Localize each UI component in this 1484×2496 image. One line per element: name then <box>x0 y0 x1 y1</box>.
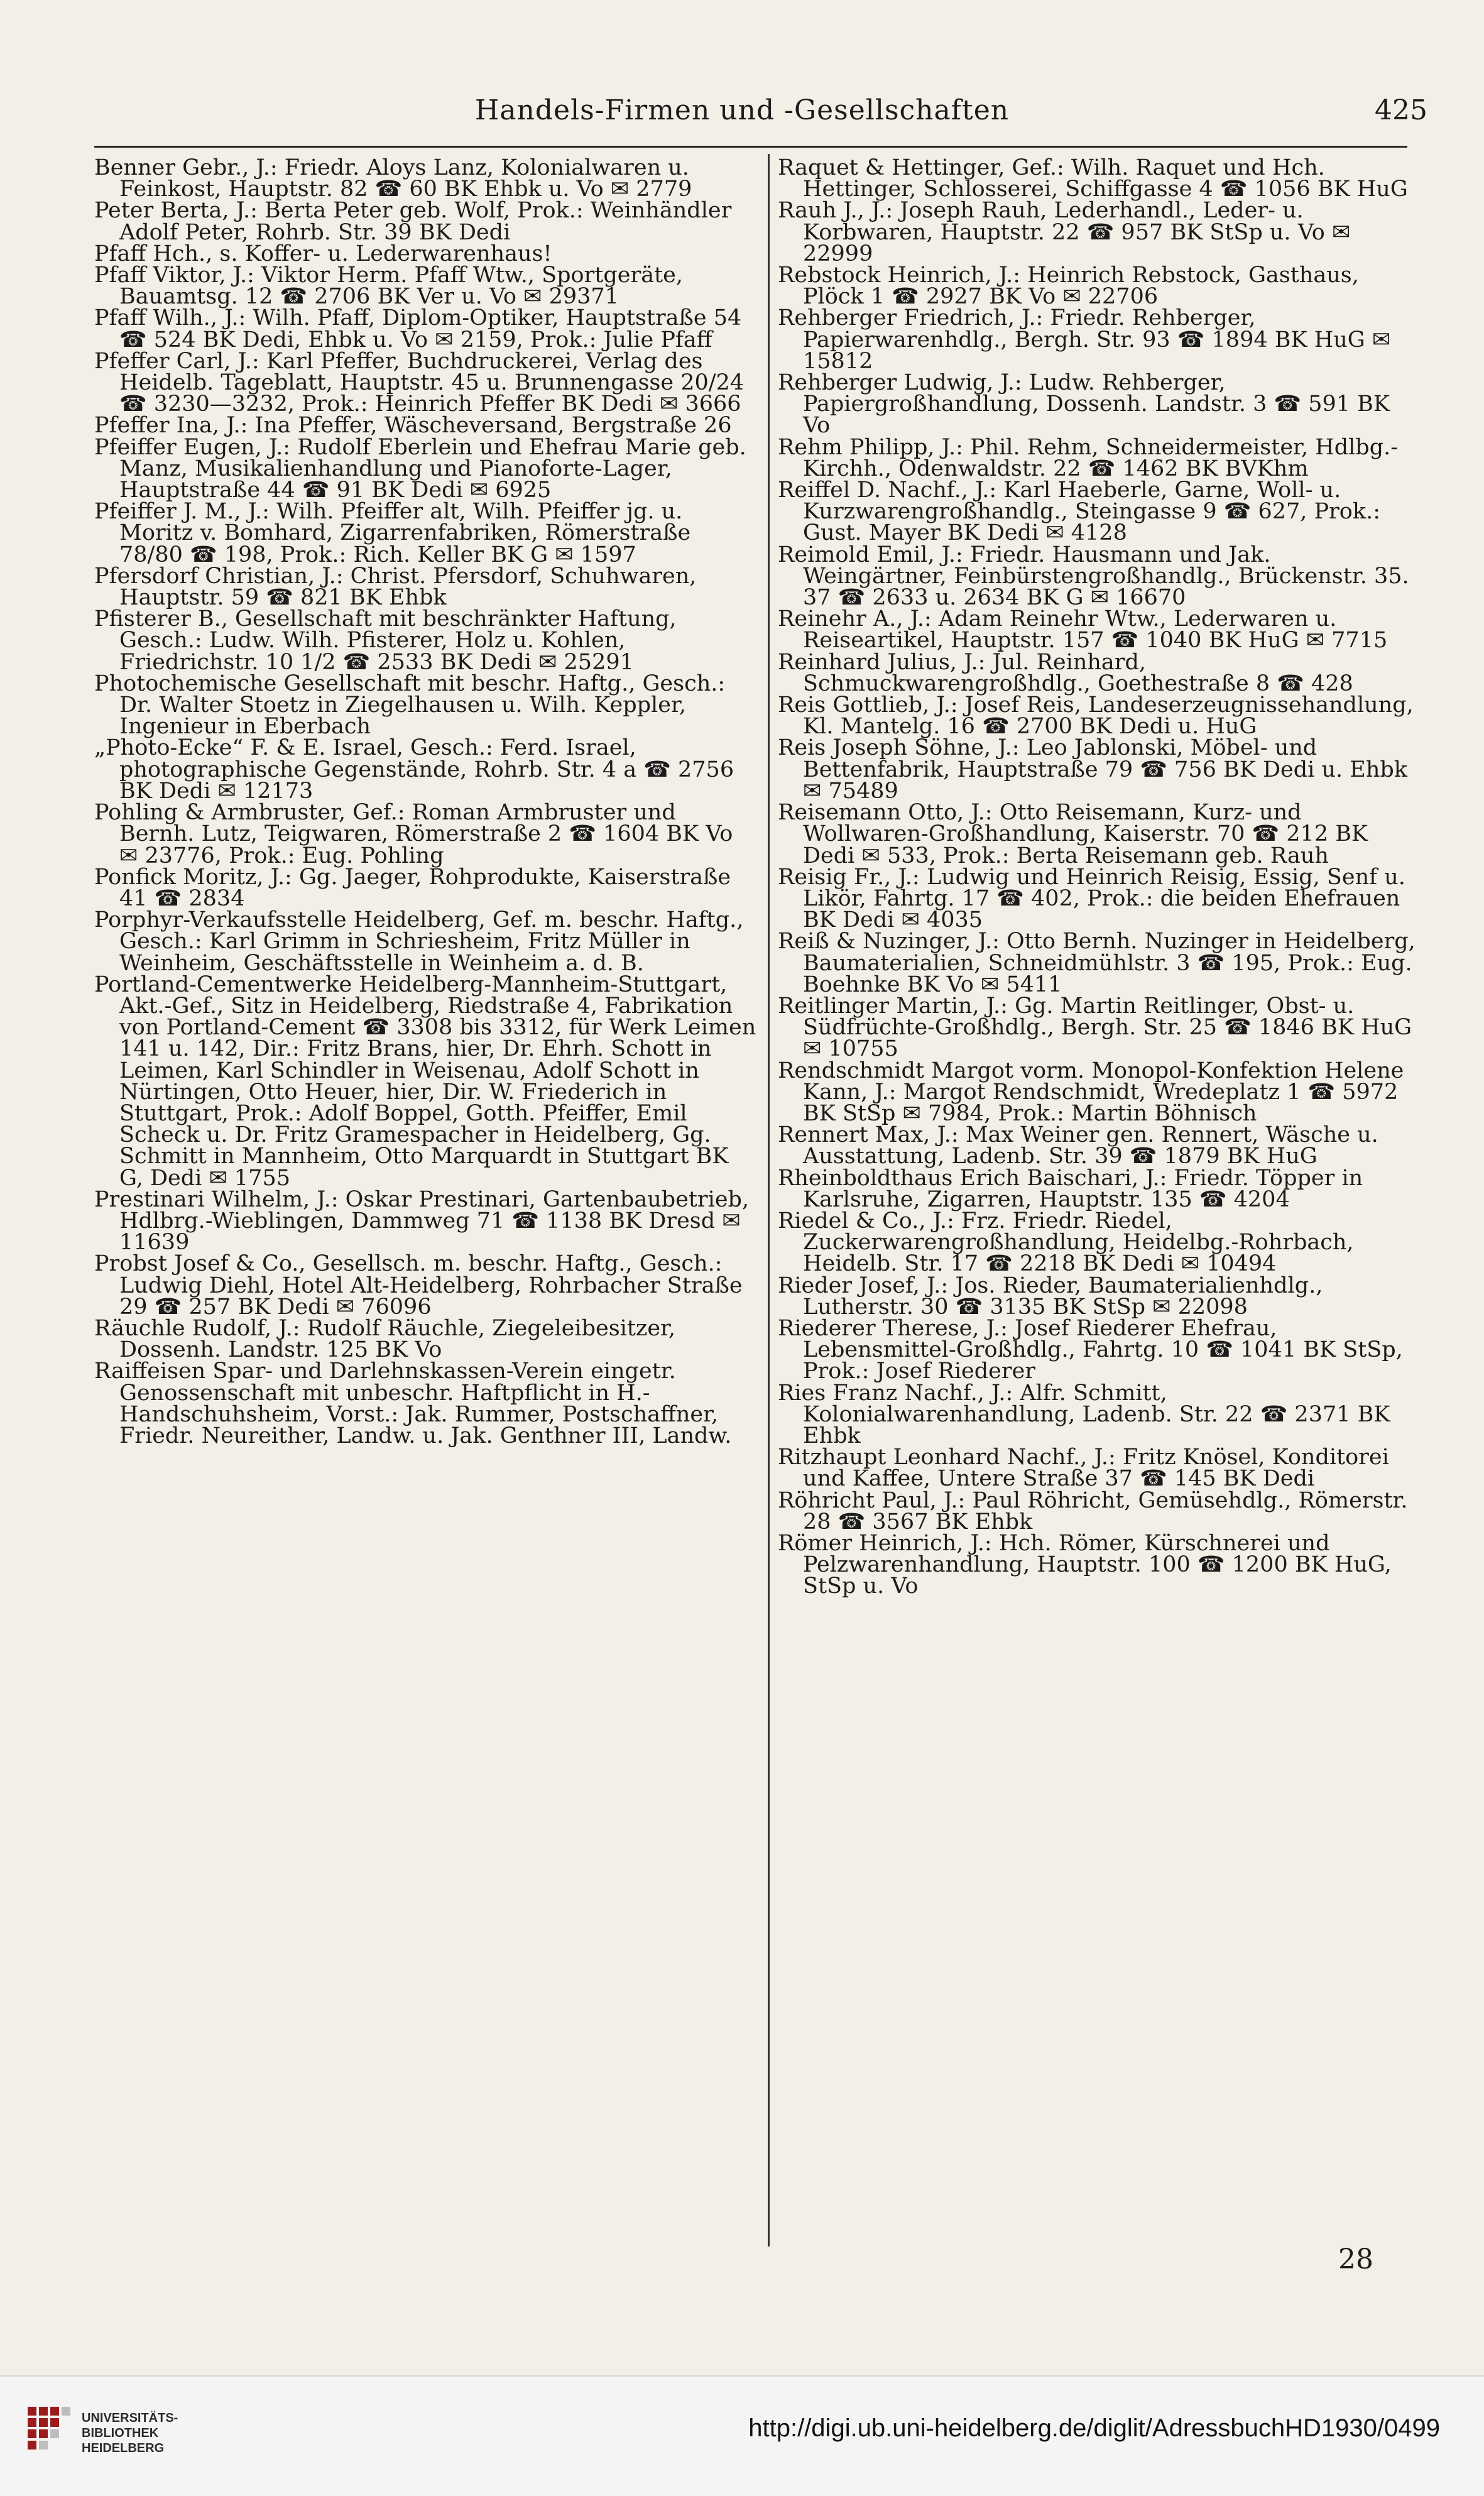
library-name: UNIVERSITÄTS- BIBLIOTHEK HEIDELBERG <box>82 2411 178 2455</box>
directory-entry: Benner Gebr., J.: Friedr. Aloys Lanz, Kolonialwaren u. Feinkost, Hauptstr. 82 ☎ 60 BK Ehbk u. Vo ✉ 2779 <box>94 155 692 202</box>
source-url-link[interactable]: http://digi.ub.uni-heidelberg.de/diglit/AdressbuchHD1930/0499 <box>748 2414 1440 2442</box>
directory-entry: Reiffel D. Nachf., J.: Karl Haeberle, Garne, Woll- u. Kurzwarengroßhandlg., Steingasse 9 ☎ 627, Prok.: Gust. Mayer BK Dedi ✉ 4128 <box>778 478 1380 546</box>
left-column <box>94 157 757 1447</box>
university-seal-icon <box>25 2402 77 2465</box>
directory-entry: Ries Franz Nachf., J.: Alfr. Schmitt, Kolonialwarenhandlung, Ladenb. Str. 22 ☎ 2371 BK Ehbk <box>778 1380 1390 1448</box>
directory-entry: „Photo-Ecke“ F. & E. Israel, Gesch.: Ferd. Israel, photographische Gegenstände, Rohrb. Str. 4 a ☎ 2756 BK Dedi ✉ 12173 <box>94 735 734 804</box>
page-title: Handels-Firmen und -Gesellschaften <box>474 94 1010 126</box>
directory-entry: Reitlinger Martin, J.: Gg. Martin Reitlinger, Obst- u. Südfrüchte-Großhdlg., Bergh. Str. 25 ☎ 1846 BK HuG ✉ 10755 <box>778 993 1412 1062</box>
directory-entry: Raquet & Hettinger, Gef.: Wilh. Raquet und Hch. Hettinger, Schlosserei, Schiffgasse 4 ☎ 1056 BK HuG <box>778 155 1408 202</box>
directory-entry: Pfisterer B., Gesellschaft mit beschränkter Haftung, Gesch.: Ludw. Wilh. Pfisterer, Holz u. Kohlen, Friedrichstr. 10 1/2 ☎ 2533 BK Dedi ✉ 25291 <box>94 606 677 675</box>
directory-entry: Pfeffer Ina, J.: Ina Pfeffer, Wäscheversand, Bergstraße 26 <box>94 413 732 439</box>
directory-entry: Peter Berta, J.: Berta Peter geb. Wolf, Prok.: Weinhändler Adolf Peter, Rohrb. Str. 39 BK Dedi <box>94 198 732 245</box>
directory-entry: Reisig Fr., J.: Ludwig und Heinrich Reisig, Essig, Senf u. Likör, Fahrtg. 17 ☎ 402, Prok.: die beiden Ehefrauen BK Dedi ✉ 4035 <box>778 864 1405 933</box>
viewer-footer <box>0 2375 1484 2496</box>
directory-entry: Prestinari Wilhelm, J.: Oskar Prestinari, Gartenbaubetrieb, Hdlbrg.-Wieblingen, Dammweg 71 ☎ 1138 BK Dresd ✉ 11639 <box>94 1186 750 1256</box>
directory-entry: Reiß & Nuzinger, J.: Otto Bernh. Nuzinger in Heidelberg, Baumaterialien, Schneidmühlstr. 3 ☎ 195, Prok.: Eug. Boehnke BK Vo ✉ 5411 <box>778 929 1416 997</box>
directory-entry: Reis Joseph Söhne, J.: Leo Jablonski, Möbel- und Bettenfabrik, Hauptstraße 79 ☎ 756 BK Dedi u. Ehbk ✉ 75489 <box>778 735 1407 804</box>
directory-entry: Portland-Cementwerke Heidelberg-Mannheim-Stuttgart, Akt.-Gef., Sitz in Heidelberg, Riedstraße 4, Fabrikation von Portland-Cement ☎ 3308 bis 3312, für Werk Leimen 141 u. 142, Dir.: Fritz Brans, hier, Dr. Ehrh. Schott in Leimen, Karl Schindler in Weisenau, Adolf Schott in Nürtingen, Otto Heuer, hier, Dir. W. Friederich in Stuttgart, Prok.: Adolf Boppel, Gotth. Pfeiffer, Emil Scheck u. Dr. Fritz Gramespacher in Heidelberg, Gg. Schmitt in Mannheim, Otto Marquardt in Stuttgart BK G, Dedi ✉ 1755 <box>94 972 756 1191</box>
directory-entry: Reinehr A., J.: Adam Reinehr Wtw., Lederwaren u. Reiseartikel, Hauptstr. 157 ☎ 1040 BK HuG ✉ 7715 <box>778 606 1388 654</box>
directory-entry: Pfeiffer Eugen, J.: Rudolf Eberlein und Ehefrau Marie geb. Manz, Musikalienhandlung und Pianoforte-Lager, Hauptstraße 44 ☎ 91 BK Dedi ✉ 6925 <box>94 434 746 503</box>
directory-entry: Ponfick Moritz, J.: Gg. Jaeger, Rohprodukte, Kaiserstraße 41 ☎ 2834 <box>94 864 731 911</box>
directory-entry: Riederer Therese, J.: Josef Riederer Ehefrau, Lebensmittel-Großhdlg., Fahrtg. 10 ☎ 1041 BK StSp, Prok.: Josef Riederer <box>778 1315 1403 1384</box>
directory-entry: Pfersdorf Christian, J.: Christ. Pfersdorf, Schuhwaren, Hauptstr. 59 ☎ 821 BK Ehbk <box>94 563 697 611</box>
directory-entry: Pohling & Armbruster, Gef.: Roman Armbruster und Bernh. Lutz, Teigwaren, Römerstraße 2 ☎ 1604 BK Vo ✉ 23776, Prok.: Eug. Pohling <box>94 800 733 868</box>
directory-entry: Rieder Josef, J.: Jos. Rieder, Baumaterialienhdlg., Lutherstr. 30 ☎ 3135 BK StSp ✉ 22098 <box>778 1273 1323 1320</box>
page-number: 425 <box>1375 94 1427 126</box>
directory-entry: Reimold Emil, J.: Friedr. Hausmann und Jak. Weingärtner, Feinbürstengroßhandlg., Brückenstr. 35. 37 ☎ 2633 u. 2634 BK G ✉ 16670 <box>778 542 1409 611</box>
directory-entry: Römer Heinrich, J.: Hch. Römer, Kürschnerei und Pelzwarenhandlung, Hauptstr. 100 ☎ 1200 BK HuG, StSp u. Vo <box>778 1531 1392 1599</box>
directory-entry: Probst Josef & Co., Gesellsch. m. beschr. Haftg., Gesch.: Ludwig Diehl, Hotel Alt-Heidelberg, Rohrbacher Straße 29 ☎ 257 BK Dedi ✉ 76096 <box>94 1251 743 1320</box>
directory-entry: Pfeffer Carl, J.: Karl Pfeffer, Buchdruckerei, Verlag des Heidelb. Tageblatt, Hauptstr. 45 u. Brunnengasse 20/24 ☎ 3230—3232, Prok.: Heinrich Pfeffer BK Dedi ✉ 3666 <box>94 348 745 417</box>
directory-entry: Pfaff Hch., s. Koffer- u. Lederwarenhaus! <box>94 241 552 266</box>
directory-entry: Rebstock Heinrich, J.: Heinrich Rebstock, Gasthaus, Plöck 1 ☎ 2927 BK Vo ✉ 22706 <box>778 263 1359 310</box>
directory-entry: Rheinboldthaus Erich Baischari, J.: Friedr. Töpper in Karlsruhe, Zigarren, Hauptstr. 135 ☎ 4204 <box>778 1165 1363 1212</box>
directory-entry: Röhricht Paul, J.: Paul Röhricht, Gemüsehdlg., Römerstr. 28 ☎ 3567 BK Ehbk <box>778 1487 1408 1535</box>
directory-entry: Rehberger Ludwig, J.: Ludw. Rehberger, Papiergroßhandlung, Dossenh. Landstr. 3 ☎ 591 BK Vo <box>778 370 1390 439</box>
directory-entry: Räuchle Rudolf, J.: Rudolf Räuchle, Ziegeleibesitzer, Dossenh. Landstr. 125 BK Vo <box>94 1315 676 1363</box>
directory-entry: Pfaff Wilh., J.: Wilh. Pfaff, Diplom-Optiker, Hauptstraße 54 ☎ 524 BK Dedi, Ehbk u. Vo ✉ 2159, Prok.: Julie Pfaff <box>94 305 742 353</box>
directory-entry: Rendschmidt Margot vorm. Monopol-Konfektion Helene Kann, J.: Margot Rendschmidt, Wredeplatz 1 ☎ 5972 BK StSp ✉ 7984, Prok.: Martin Böhnisch <box>778 1058 1404 1126</box>
directory-entry: Pfaff Viktor, J.: Viktor Herm. Pfaff Wtw., Sportgeräte, Bauamtsg. 12 ☎ 2706 BK Ver u. Vo ✉ 29371 <box>94 263 683 310</box>
directory-entry: Pfeiffer J. M., J.: Wilh. Pfeiffer alt, Wilh. Pfeiffer jg. u. Moritz v. Bomhard, Zigarrenfabriken, Römerstraße 78/80 ☎ 198, Prok.: Rich. Keller BK G ✉ 1597 <box>94 499 691 567</box>
directory-entry: Reinhard Julius, J.: Jul. Reinhard, Schmuckwarengroßhdlg., Goethestraße 8 ☎ 428 <box>778 649 1353 696</box>
directory-entry: Rehm Philipp, J.: Phil. Rehm, Schneidermeister, Hdlbg.-Kirchh., Odenwaldstr. 22 ☎ 1462 BK BVKhm <box>778 434 1399 481</box>
directory-entry: Raiffeisen Spar- und Darlehnskassen-Verein eingetr. Genossenschaft mit unbeschr. Haftpflicht in H.-Handschuhsheim, Vorst.: Jak. Rummer, Postschaffner, Friedr. Neureither, Landw. u. Jak. Genthner III, Landw. <box>94 1359 732 1448</box>
header-rule <box>94 146 1407 148</box>
page-header <box>0 94 1484 151</box>
signature-mark: 28 <box>1338 2243 1373 2275</box>
directory-entry: Porphyr-Verkaufsstelle Heidelberg, Gef. m. beschr. Haftg., Gesch.: Karl Grimm in Schriesheim, Fritz Müller in Weinheim, Geschäftsstelle in Weinheim a. d. B. <box>94 907 744 976</box>
directory-entry: Reisemann Otto, J.: Otto Reisemann, Kurz- und Wollwaren-Großhandlung, Kaiserstr. 70 ☎ 212 BK Dedi ✉ 533, Prok.: Berta Reisemann geb. Rauh <box>778 800 1368 868</box>
directory-entry: Rennert Max, J.: Max Weiner gen. Rennert, Wäsche u. Ausstattung, Ladenb. Str. 39 ☎ 1879 BK HuG <box>778 1122 1378 1169</box>
library-logo[interactable] <box>25 2402 195 2471</box>
directory-entry: Rehberger Friedrich, J.: Friedr. Rehberger, Papierwarenhdlg., Bergh. Str. 93 ☎ 1894 BK HuG ✉ 15812 <box>778 305 1391 374</box>
directory-entry: Ritzhaupt Leonhard Nachf., J.: Fritz Knösel, Konditorei und Kaffee, Untere Straße 37 ☎ 145 BK Dedi <box>778 1445 1389 1492</box>
column-divider <box>768 154 770 2247</box>
directory-entry: Rauh J., J.: Joseph Rauh, Lederhandl., Leder- u. Korbwaren, Hauptstr. 22 ☎ 957 BK StSp u. Vo ✉ 22999 <box>778 198 1351 266</box>
right-column <box>778 157 1419 1597</box>
directory-entry: Riedel & Co., J.: Frz. Friedr. Riedel, Zuckerwarengroßhandlung, Heidelbg.-Rohrbach, Heidelb. Str. 17 ☎ 2218 BK Dedi ✉ 10494 <box>778 1208 1354 1277</box>
directory-entry: Reis Gottlieb, J.: Josef Reis, Landeserzeugnissehandlung, Kl. Mantelg. 16 ☎ 2700 BK Dedi u. HuG <box>778 692 1414 740</box>
directory-entry: Photochemische Gesellschaft mit beschr. Haftg., Gesch.: Dr. Walter Stoetz in Ziegelhausen u. Wilh. Keppler, Ingenieur in Eberbach <box>94 671 726 740</box>
